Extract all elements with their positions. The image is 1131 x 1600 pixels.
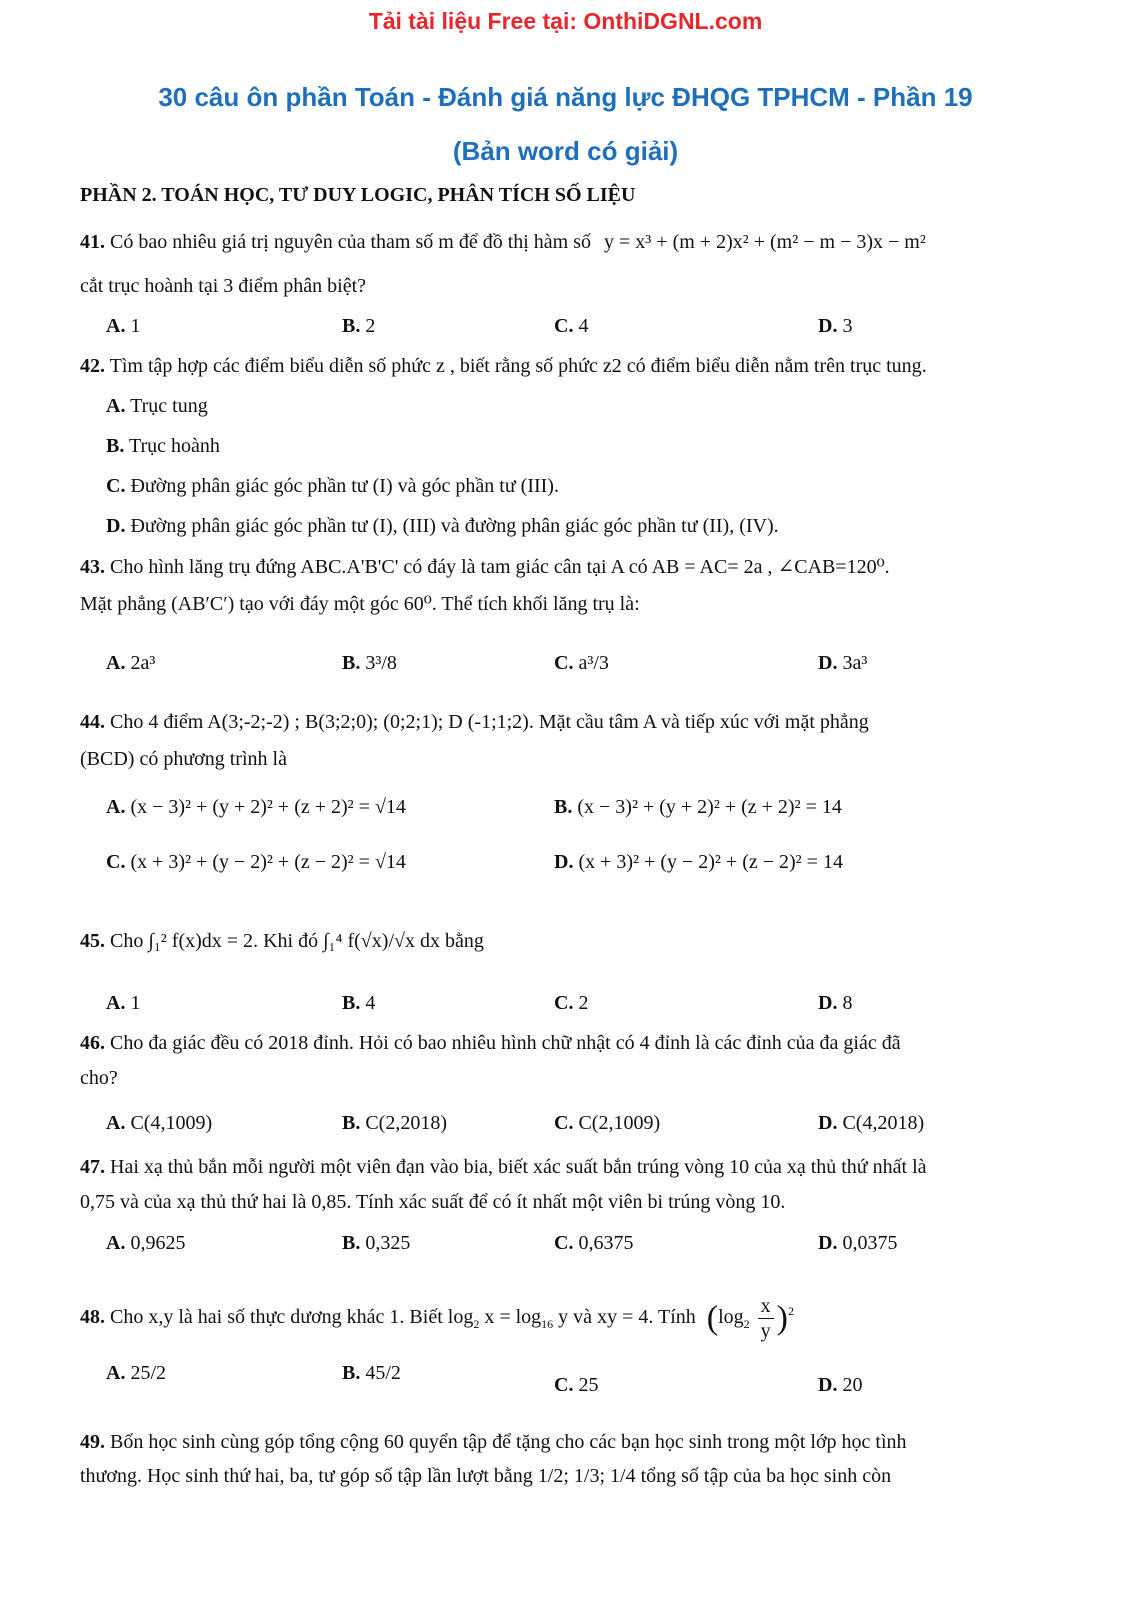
integral-formula: ∫₁⁴ f(√x)/√x — [323, 930, 415, 952]
question-44 — [80, 709, 1040, 735]
option-label: D. — [818, 652, 838, 674]
option-value: Trục hoành — [128, 435, 220, 457]
page-subtitle: (Bản word có giải) — [452, 136, 679, 166]
question-text: Bốn học sinh cùng góp tổng cộng 60 quyển tập để tặng cho các bạn học sinh trong một lớp học tình — [110, 1431, 907, 1453]
option-label: B. — [342, 1112, 361, 1134]
option-value: C(2,1009) — [578, 1112, 661, 1134]
product-equation: xy = 4 — [597, 1306, 649, 1329]
option-b[interactable] — [342, 990, 375, 1016]
option-label: D. — [818, 1232, 838, 1254]
option-c[interactable] — [554, 990, 588, 1016]
option-label: C. — [554, 1112, 574, 1134]
question-43 — [80, 554, 1040, 580]
option-b[interactable] — [106, 433, 220, 459]
option-d[interactable] — [554, 849, 843, 875]
question-number: 42. — [80, 355, 105, 377]
question-text: Cho hình lăng trụ đứng ABC.A'B'C' có đáy là tam giác cân tại A có AB = AC= 2a , ∠CAB=120⁰. — [110, 556, 890, 578]
question-number: 47. — [80, 1156, 105, 1178]
question-text: . Tính — [648, 1306, 696, 1329]
option-value: 25 — [578, 1374, 599, 1396]
option-b[interactable] — [342, 1230, 410, 1256]
option-d[interactable] — [818, 650, 867, 676]
option-c[interactable] — [106, 849, 406, 875]
question-number: 41. — [80, 231, 105, 253]
option-value: a³/3 — [578, 652, 609, 674]
option-b[interactable] — [342, 650, 397, 676]
option-value: 20 — [842, 1374, 863, 1396]
question-text: Cho 4 điểm A(3;-2;-2) ; B(3;2;0); (0;2;1); D (-1;1;2). Mặt cầu tâm A và tiếp xúc với mặt phẳng — [110, 711, 869, 733]
option-value: 45/2 — [365, 1362, 401, 1384]
question-47-cont: 0,75 và của xạ thủ thứ hai là 0,85. Tính xác suất để có ít nhất một viên bi trúng vòng 10. — [80, 1191, 786, 1213]
option-label: A. — [106, 652, 126, 674]
option-value: C(2,2018) — [365, 1112, 448, 1134]
option-a[interactable] — [106, 1360, 166, 1386]
question-text: Tìm tập hợp các điểm biểu diễn số phức z , biết rằng số phức z2 có điểm biểu diễn nằm trên trục tung. — [109, 355, 927, 377]
option-value: 0,0375 — [842, 1232, 898, 1254]
option-d[interactable] — [818, 313, 852, 339]
option-value: 2 — [578, 992, 589, 1014]
option-d[interactable] — [106, 513, 779, 539]
option-a[interactable] — [106, 650, 155, 676]
option-value: 8 — [842, 992, 853, 1014]
option-b[interactable] — [342, 1360, 401, 1386]
option-label: D. — [818, 1112, 838, 1134]
option-value: Đường phân giác góc phần tư (I) và góc phần tư (III). — [130, 475, 559, 497]
option-label: A. — [106, 1112, 126, 1134]
option-a[interactable] — [106, 1230, 185, 1256]
option-label: A. — [106, 315, 126, 337]
page-title: 30 câu ôn phần Toán - Đánh giá năng lực ĐHQG TPHCM - Phần 19 — [158, 82, 973, 112]
option-value: 0,6375 — [578, 1232, 634, 1254]
option-label: A. — [106, 992, 126, 1014]
question-number: 49. — [80, 1431, 105, 1453]
question-43-cont: Mặt phẳng (AB′C′) tạo với đáy một góc 60⁰. Thể tích khối lăng trụ là: — [80, 593, 640, 615]
question-text: Có bao nhiêu giá trị nguyên của tham số m để đồ thị hàm số — [110, 231, 592, 253]
option-value: (x + 3)² + (y − 2)² + (z − 2)² = 14 — [578, 851, 843, 873]
question-text: và — [573, 1306, 593, 1329]
option-label: C. — [554, 315, 574, 337]
option-label: B. — [342, 1362, 361, 1384]
option-b[interactable] — [342, 1110, 447, 1136]
option-label: C. — [554, 992, 574, 1014]
option-value: 25/2 — [130, 1362, 167, 1384]
log-equation: $\log_2 x = \log_{16} y$ — [447, 1306, 569, 1332]
option-value: Trục tung — [130, 395, 208, 417]
option-label: B. — [554, 796, 573, 818]
option-label: D. — [818, 992, 838, 1014]
option-value: C(4,2018) — [842, 1112, 925, 1134]
option-label: C. — [554, 1374, 574, 1396]
option-value: C(4,1009) — [130, 1112, 213, 1134]
option-value: 3 — [842, 315, 853, 337]
option-c[interactable] — [554, 650, 609, 676]
question-number: 43. — [80, 556, 105, 578]
question-number: 45. — [80, 930, 105, 952]
option-label: B. — [342, 315, 361, 337]
option-c[interactable] — [554, 1110, 660, 1136]
option-value: 0,325 — [365, 1232, 411, 1254]
question-41 — [80, 229, 1040, 255]
option-label: C. — [554, 652, 574, 674]
option-value: 3³/8 — [365, 652, 397, 674]
option-value: 2 — [365, 315, 376, 337]
option-d[interactable] — [818, 990, 852, 1016]
option-label: D. — [818, 315, 838, 337]
option-b[interactable] — [342, 313, 375, 339]
option-value: Đường phân giác góc phần tư (I), (III) và đường phân giác góc phần tư (II), (IV). — [130, 515, 779, 537]
option-label: D. — [818, 1374, 838, 1396]
option-value: 0,9625 — [130, 1232, 186, 1254]
option-a[interactable] — [106, 794, 406, 820]
question-41-cont: cắt trục hoành tại 3 điểm phân biệt? — [80, 275, 367, 297]
question-44-cont: (BCD) có phương trình là — [80, 748, 287, 770]
option-d[interactable] — [818, 1230, 897, 1256]
question-47 — [80, 1154, 1040, 1180]
question-48 — [80, 1294, 1040, 1343]
option-label: C. — [106, 851, 126, 873]
option-label: B. — [106, 435, 125, 457]
option-label: C. — [554, 1232, 574, 1254]
question-text: Cho x,y là hai số thực dương khác 1. Biết — [110, 1306, 443, 1329]
option-label: A. — [106, 796, 126, 818]
question-text: dx bằng — [419, 930, 484, 952]
option-value: (x − 3)² + (y + 2)² + (z + 2)² = 14 — [577, 796, 842, 818]
option-c[interactable] — [554, 1372, 598, 1398]
integral-formula: ∫₁² f(x)dx = 2 — [148, 930, 254, 952]
question-text: Cho — [110, 930, 144, 952]
option-label: D. — [554, 851, 574, 873]
question-text: Hai xạ thủ bắn mỗi người một viên đạn vào bia, biết xác suất bắn trúng vòng 10 của xạ thủ thứ nhất là — [110, 1156, 927, 1178]
option-value: 2a³ — [130, 652, 156, 674]
option-value: 1 — [130, 992, 141, 1014]
option-label: C. — [106, 475, 126, 497]
option-b[interactable] — [554, 794, 842, 820]
option-label: B. — [342, 652, 361, 674]
question-46 — [80, 1030, 1040, 1056]
option-value: 3a³ — [842, 652, 868, 674]
option-label: A. — [106, 1362, 126, 1384]
option-label: B. — [342, 992, 361, 1014]
option-label: A. — [106, 395, 126, 417]
option-a[interactable] — [106, 990, 140, 1016]
option-value: 1 — [130, 315, 141, 337]
option-value: 4 — [365, 992, 376, 1014]
option-c[interactable] — [554, 1230, 633, 1256]
question-number: 48. — [80, 1306, 105, 1329]
formula: y = x³ + (m + 2)x² + (m² − m − 3)x − m² — [604, 231, 926, 253]
option-value: (x − 3)² + (y + 2)² + (z + 2)² = √14 — [130, 796, 406, 818]
question-text: . Khi đó — [253, 930, 319, 952]
question-49 — [80, 1429, 1040, 1455]
option-a[interactable] — [106, 313, 140, 339]
question-46-cont: cho? — [80, 1067, 118, 1089]
question-42 — [80, 353, 1040, 379]
option-label: A. — [106, 1232, 126, 1254]
option-a[interactable] — [106, 1110, 212, 1136]
question-text: Cho đa giác đều có 2018 đỉnh. Hỏi có bao nhiêu hình chữ nhật có 4 đỉnh là các đỉnh của đa giác đã — [110, 1032, 901, 1054]
section-heading: PHẦN 2. TOÁN HỌC, TƯ DUY LOGIC, PHÂN TÍCH SỐ LIỆU — [80, 184, 636, 206]
option-value: 4 — [578, 315, 589, 337]
option-label: B. — [342, 1232, 361, 1254]
site-banner[interactable]: Tải tài liệu Free tại: OnthiDGNL.com — [368, 8, 763, 34]
option-d[interactable] — [818, 1110, 924, 1136]
question-number: 44. — [80, 711, 105, 733]
question-number: 46. — [80, 1032, 105, 1054]
question-45 — [80, 928, 1040, 954]
option-d[interactable] — [818, 1372, 862, 1398]
option-value: (x + 3)² + (y − 2)² + (z − 2)² = √14 — [130, 851, 406, 873]
question-49-cont: thương. Học sinh thứ hai, ba, tư góp số tập lần lượt bằng 1/2; 1/3; 1/4 tổng số tập của ba học sinh còn — [80, 1465, 892, 1487]
option-c[interactable] — [554, 313, 588, 339]
option-c[interactable] — [106, 473, 559, 499]
target-expression: ($\log_2$ $\frac{x}{y}$ )$^2$ — [706, 1295, 794, 1342]
option-label: D. — [106, 515, 126, 537]
option-a[interactable] — [106, 393, 208, 419]
